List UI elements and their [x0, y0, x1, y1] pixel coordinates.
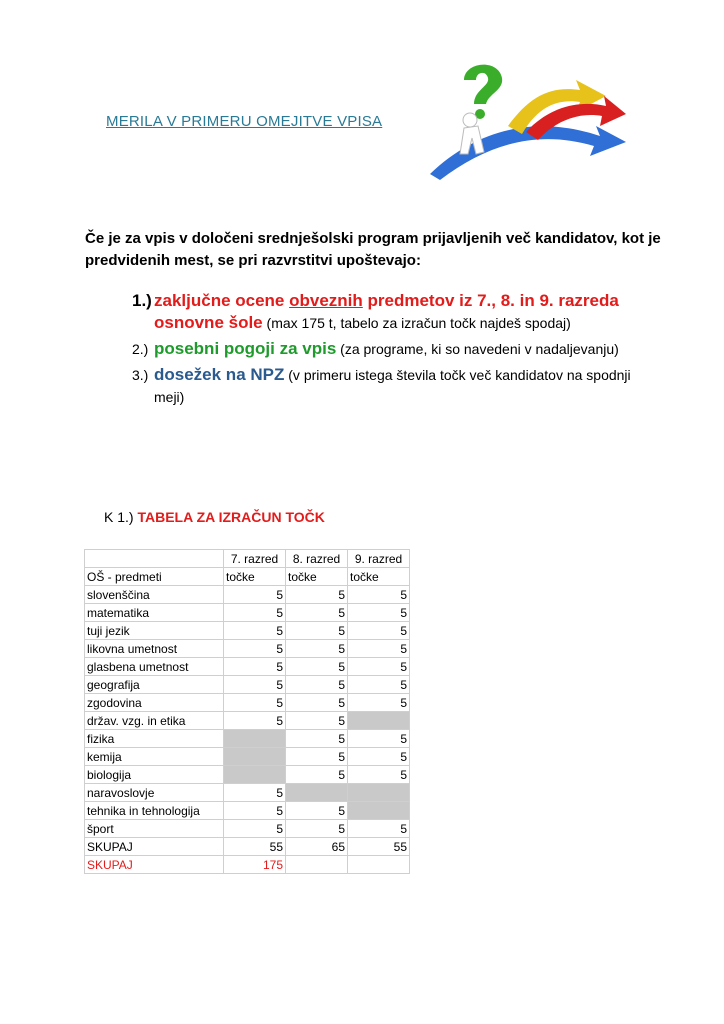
points-cell: 5	[348, 604, 410, 622]
subject-cell: matematika	[85, 604, 224, 622]
points-cell	[348, 712, 410, 730]
table-row	[85, 658, 410, 676]
points-cell: 5	[348, 640, 410, 658]
intro-paragraph: Če je za vpis v določeni srednješolski program prijavljenih več kandidatov, kot je predvidenih mest, se pri razvrstitvi upoštevajo:	[85, 230, 661, 269]
criterion-note: (max 175 t, tabelo za izračun točk najdeš spodaj)	[262, 315, 571, 331]
empty-cell	[85, 550, 224, 568]
points-cell: 5	[286, 694, 348, 712]
points-cell: 5	[224, 604, 286, 622]
table-row	[85, 676, 410, 694]
table-caption-prefix: K 1.)	[104, 509, 138, 525]
points-cell: 5	[286, 622, 348, 640]
points-cell: 5	[348, 820, 410, 838]
points-cell: 5	[348, 658, 410, 676]
grade-header: 8. razred	[286, 550, 348, 568]
criteria-list	[132, 290, 652, 412]
points-cell	[224, 766, 286, 784]
table-header-row	[85, 550, 410, 568]
subject-cell: glasbena umetnost	[85, 658, 224, 676]
subject-cell: kemija	[85, 748, 224, 766]
points-cell: 5	[348, 766, 410, 784]
subject-cell: fizika	[85, 730, 224, 748]
table-subheader-row	[85, 568, 410, 586]
points-cell	[224, 748, 286, 766]
points-cell: 5	[348, 730, 410, 748]
table-caption-text: TABELA ZA IZRAČUN TOČK	[137, 509, 325, 525]
criterion-number: 3.)	[132, 367, 149, 383]
points-cell: 5	[224, 676, 286, 694]
criterion-text: posebni pogoji za vpis	[154, 339, 337, 358]
total-value: 55	[348, 838, 410, 856]
table-row	[85, 694, 410, 712]
points-cell: 5	[286, 730, 348, 748]
points-cell: 5	[224, 694, 286, 712]
page-title: MERILA V PRIMERU OMEJITVE VPISA	[106, 113, 383, 130]
subject-header: OŠ - predmeti	[85, 568, 224, 586]
subject-cell: tehnika in tehnologija	[85, 802, 224, 820]
table-row	[85, 586, 410, 604]
points-cell: 5	[224, 658, 286, 676]
points-table	[84, 549, 410, 874]
points-cell: 5	[224, 784, 286, 802]
points-cell: 5	[286, 766, 348, 784]
subject-cell: šport	[85, 820, 224, 838]
table-row	[85, 640, 410, 658]
subject-cell: tuji jezik	[85, 622, 224, 640]
points-cell	[348, 802, 410, 820]
table-row	[85, 766, 410, 784]
criterion-2	[132, 338, 652, 360]
criterion-note: (za programe, ki so navedeni v nadaljevanju)	[336, 341, 619, 357]
points-cell: 5	[286, 658, 348, 676]
criterion-text: dosežek na NPZ	[154, 365, 285, 384]
points-cell: 5	[224, 712, 286, 730]
total-row	[85, 838, 410, 856]
total-value: 55	[224, 838, 286, 856]
table-row	[85, 820, 410, 838]
total-label: SKUPAJ	[85, 838, 224, 856]
points-cell: 5	[348, 622, 410, 640]
points-cell: 5	[224, 802, 286, 820]
subject-cell: slovenščina	[85, 586, 224, 604]
points-cell: 5	[224, 640, 286, 658]
total-value: 65	[286, 838, 348, 856]
points-cell: 5	[348, 748, 410, 766]
criterion-1	[132, 290, 652, 334]
question-mark-arrows-illustration	[430, 56, 626, 180]
points-cell: 5	[286, 676, 348, 694]
points-cell: 5	[348, 586, 410, 604]
points-cell: 5	[286, 586, 348, 604]
points-label: točke	[286, 568, 348, 586]
table-caption	[104, 509, 325, 525]
table-row	[85, 802, 410, 820]
table-row	[85, 748, 410, 766]
table-row	[85, 712, 410, 730]
table-row	[85, 784, 410, 802]
points-cell	[224, 730, 286, 748]
grand-total-value: 175	[224, 856, 286, 874]
points-cell: 5	[286, 604, 348, 622]
grade-header: 7. razred	[224, 550, 286, 568]
points-cell: 5	[286, 748, 348, 766]
grade-header: 9. razred	[348, 550, 410, 568]
points-cell: 5	[286, 820, 348, 838]
subject-cell: biologija	[85, 766, 224, 784]
empty-cell	[286, 856, 348, 874]
points-cell: 5	[286, 712, 348, 730]
criterion-text-underlined: obveznih	[289, 291, 363, 310]
points-cell: 5	[286, 640, 348, 658]
grand-total-label: SKUPAJ	[85, 856, 224, 874]
subject-cell: likovna umetnost	[85, 640, 224, 658]
table-body	[85, 586, 410, 838]
points-cell: 5	[348, 694, 410, 712]
points-cell	[286, 784, 348, 802]
table-row	[85, 730, 410, 748]
subject-cell: držav. vzg. in etika	[85, 712, 224, 730]
points-cell: 5	[224, 622, 286, 640]
subject-cell: geografija	[85, 676, 224, 694]
points-label: točke	[348, 568, 410, 586]
table-row	[85, 622, 410, 640]
criterion-note: (v primeru istega števila točk več kandidatov na spodnji meji)	[154, 367, 631, 405]
criterion-text: predmetov iz 7., 8. in 9. razreda osnovne šole	[154, 291, 619, 332]
points-cell: 5	[224, 820, 286, 838]
empty-cell	[348, 856, 410, 874]
table-row	[85, 604, 410, 622]
points-label: točke	[224, 568, 286, 586]
grand-total-row	[85, 856, 410, 874]
points-cell: 5	[286, 802, 348, 820]
points-cell: 5	[348, 676, 410, 694]
points-cell	[348, 784, 410, 802]
points-cell: 5	[224, 586, 286, 604]
criterion-3	[132, 364, 652, 408]
criterion-number: 1.)	[132, 291, 152, 310]
criterion-number: 2.)	[132, 341, 149, 357]
subject-cell: naravoslovje	[85, 784, 224, 802]
subject-cell: zgodovina	[85, 694, 224, 712]
criterion-text: zaključne ocene	[154, 291, 290, 310]
